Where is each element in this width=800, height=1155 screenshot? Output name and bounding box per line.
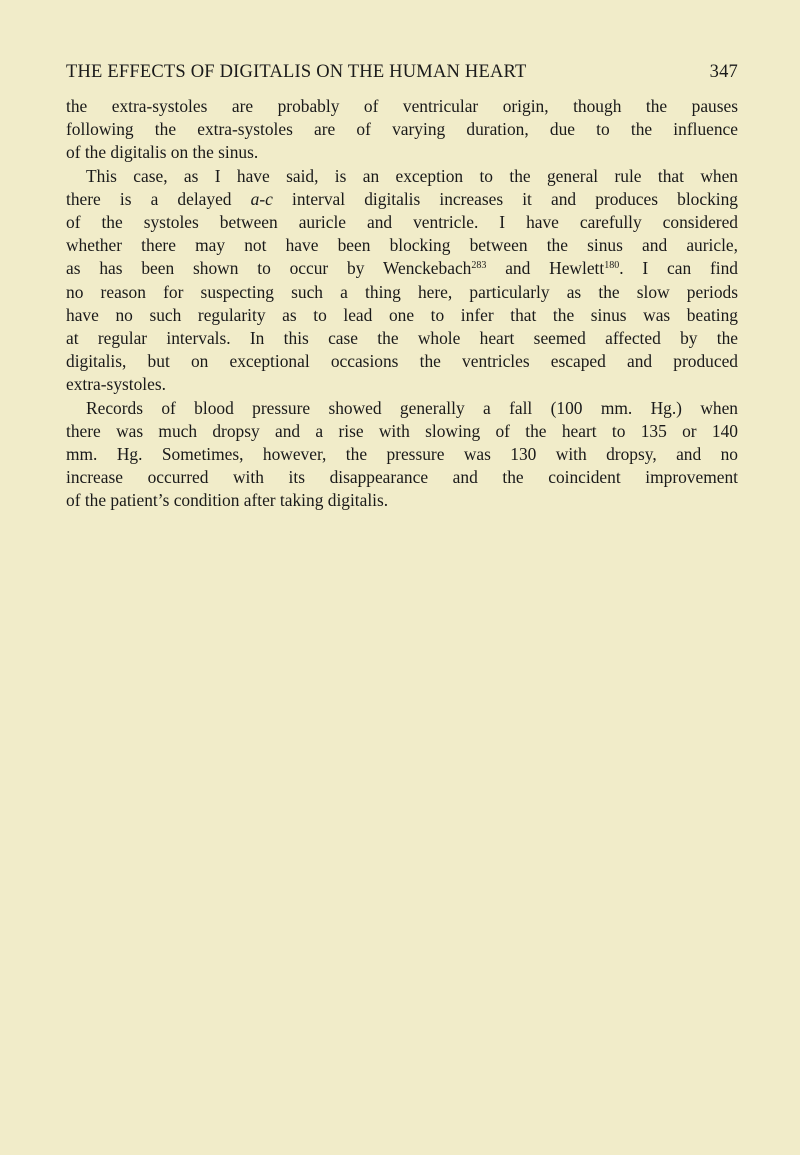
reference-superscript: 283 bbox=[471, 260, 487, 272]
paragraph-2 bbox=[66, 165, 738, 397]
text-line: of the digitalis on the sinus. bbox=[66, 142, 259, 163]
text-segment: as has been shown to occur by Wenckebach bbox=[66, 258, 472, 279]
italic-term: a-c bbox=[250, 188, 273, 209]
text-line: Records of blood pressure showed generally a fall (100 mm. Hg.) when bbox=[86, 397, 738, 418]
page-number: 347 bbox=[709, 62, 738, 82]
paragraph-3 bbox=[66, 397, 738, 513]
text-segment: there is a delayed bbox=[66, 188, 232, 209]
text-line: increase occurred with its disappearance and the coincident improvement bbox=[66, 467, 738, 488]
text-line: at regular intervals. In this case the whole heart seemed affected by the bbox=[66, 328, 738, 349]
text-line: the extra-systoles are probably of ventricular origin, though the pauses bbox=[66, 96, 738, 116]
text-line: of the systoles between auricle and ventricle. I have carefully considered bbox=[66, 212, 738, 233]
text-line: there was much dropsy and a rise with slowing of the heart to 135 or 140 bbox=[66, 420, 738, 441]
text-line: This case, as I have said, is an exception to the general rule that when bbox=[86, 165, 738, 186]
text-line: digitalis, but on exceptional occasions the ventricles escaped and produced bbox=[66, 351, 738, 372]
text-line bbox=[66, 257, 738, 280]
text-line: following the extra-systoles are of varying duration, due to the influence bbox=[66, 119, 738, 140]
text-segment: . I can find bbox=[619, 258, 738, 279]
text-line: no reason for suspecting such a thing here, particularly as the slow periods bbox=[66, 281, 738, 302]
reference-superscript: 180 bbox=[604, 260, 620, 272]
paragraph-1 bbox=[66, 95, 738, 165]
running-head bbox=[66, 62, 738, 86]
text-segment: interval digitalis increases it and produces blocking bbox=[291, 188, 738, 209]
body-text bbox=[66, 95, 738, 513]
text-line bbox=[66, 188, 738, 211]
text-line: of the patient’s condition after taking digitalis. bbox=[66, 490, 389, 511]
text-segment: and Hewlett bbox=[505, 258, 605, 279]
running-head-title: THE EFFECTS OF DIGITALIS ON THE HUMAN HEART bbox=[66, 62, 527, 82]
text-line: extra-systoles. bbox=[66, 374, 166, 395]
text-line: whether there may not have been blocking between the sinus and auricle, bbox=[66, 235, 738, 256]
text-line: mm. Hg. Sometimes, however, the pressure was 130 with dropsy, and no bbox=[66, 444, 738, 465]
text-line: have no such regularity as to lead one to infer that the sinus was beating bbox=[66, 304, 738, 325]
